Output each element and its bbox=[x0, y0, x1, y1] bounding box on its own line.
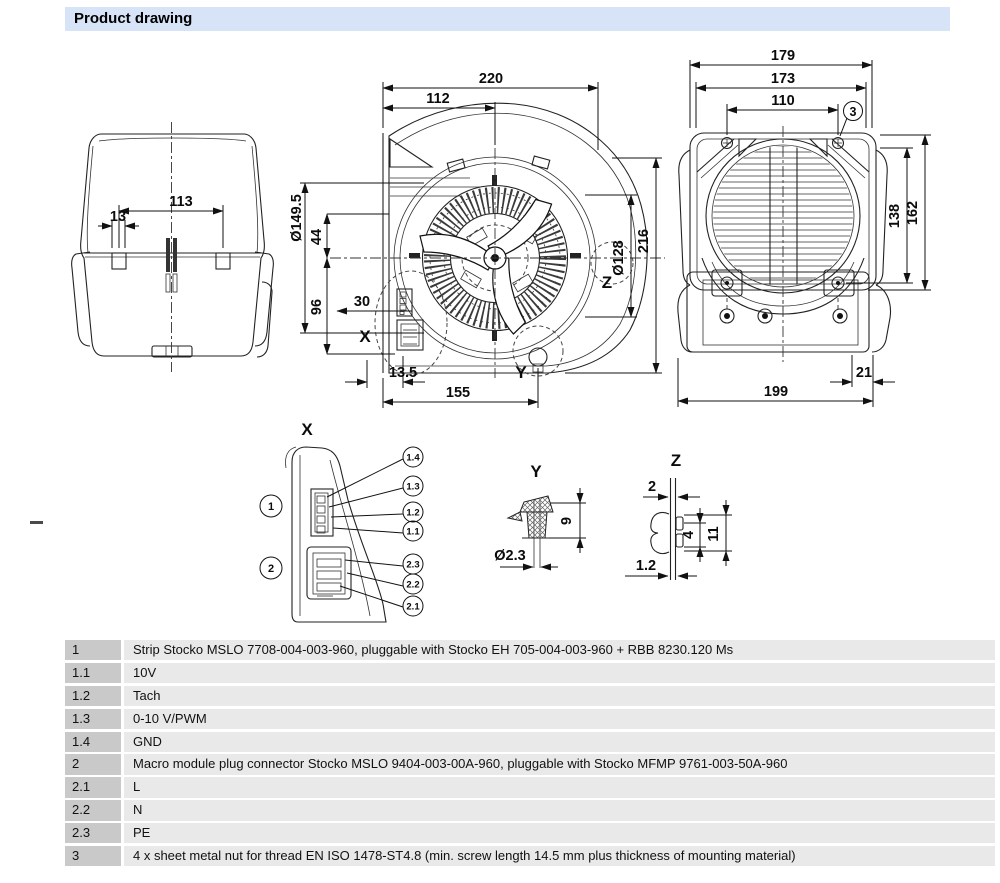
svg-text:1: 1 bbox=[267, 501, 275, 513]
pin-callout-1-2 bbox=[331, 502, 423, 522]
row-description: Macro module plug connector Stocko MSLO 9404-003-00A-960, pluggable with Stocko MFMP 9761-003-50A-960 bbox=[124, 754, 995, 774]
dim-13-5: 13.5 bbox=[388, 365, 418, 381]
dim-96: 96 bbox=[309, 298, 325, 316]
dim-9: 9 bbox=[559, 516, 575, 526]
svg-text:1.2: 1.2 bbox=[406, 507, 420, 519]
detail-x-label: X bbox=[301, 420, 313, 439]
row-number: 1.3 bbox=[65, 709, 121, 729]
row-description: PE bbox=[124, 823, 995, 843]
side-label-x: X bbox=[359, 327, 371, 346]
row-number: 2.2 bbox=[65, 800, 121, 820]
row-description: GND bbox=[124, 732, 995, 752]
row-description: 4 x sheet metal nut for thread EN ISO 1478-ST4.8 (min. screw length 14.5 mm plus thickness of mounting material) bbox=[124, 846, 995, 866]
dim-1-2: 1.2 bbox=[635, 558, 657, 574]
side-view-drawing bbox=[289, 71, 665, 408]
dim-dia-2-3: Ø2.3 bbox=[494, 548, 526, 564]
pin-callout-2-3 bbox=[345, 554, 423, 574]
mounting-screw-top-right bbox=[833, 138, 844, 149]
detail-y-label: Y bbox=[530, 462, 542, 481]
row-description: L bbox=[124, 777, 995, 797]
dim-173: 173 bbox=[770, 71, 796, 87]
side-label-z: Z bbox=[601, 273, 613, 292]
row-number: 2 bbox=[65, 754, 121, 774]
dim-138: 138 bbox=[887, 203, 903, 229]
row-number: 1 bbox=[65, 640, 121, 660]
row-description: 0-10 V/PWM bbox=[124, 709, 995, 729]
row-number: 2.3 bbox=[65, 823, 121, 843]
row-number: 1.2 bbox=[65, 686, 121, 706]
row-description: Tach bbox=[124, 686, 995, 706]
table-row bbox=[65, 823, 995, 843]
pin-callout-2-1 bbox=[340, 586, 423, 616]
svg-text:2.3: 2.3 bbox=[406, 559, 420, 571]
table-row bbox=[65, 640, 995, 660]
table-row bbox=[65, 686, 995, 706]
page-title: Product drawing bbox=[65, 7, 950, 31]
table-row bbox=[65, 709, 995, 729]
callout-3 bbox=[840, 102, 863, 137]
group-callout-1 bbox=[260, 495, 282, 517]
pin-callout-1-1 bbox=[333, 521, 423, 541]
rear-view-drawing bbox=[72, 122, 274, 372]
row-description: N bbox=[124, 800, 995, 820]
dim-179: 179 bbox=[770, 48, 796, 64]
dim-13: 13 bbox=[109, 209, 127, 225]
dim-220: 220 bbox=[478, 71, 504, 87]
row-number: 1.4 bbox=[65, 732, 121, 752]
detail-x-marker bbox=[375, 271, 447, 375]
front-view-drawing bbox=[678, 48, 931, 407]
table-row bbox=[65, 663, 995, 683]
table-row bbox=[65, 777, 995, 797]
row-description: 10V bbox=[124, 663, 995, 683]
dim-155: 155 bbox=[445, 385, 471, 401]
side-label-y: Y bbox=[515, 363, 527, 382]
dim-44: 44 bbox=[309, 228, 325, 246]
dim-2: 2 bbox=[647, 479, 657, 495]
svg-text:1.4: 1.4 bbox=[406, 452, 420, 464]
dim-199: 199 bbox=[763, 384, 789, 400]
dim-162: 162 bbox=[905, 200, 921, 226]
group-callout-2 bbox=[260, 557, 282, 579]
table-row bbox=[65, 732, 995, 752]
mounting-screw-top-left bbox=[722, 138, 733, 149]
dim-110: 110 bbox=[771, 93, 795, 109]
dim-112: 112 bbox=[426, 91, 450, 107]
detail-y-drawing bbox=[494, 462, 586, 568]
dim-30: 30 bbox=[353, 294, 371, 310]
dim-113: 113 bbox=[169, 194, 193, 210]
row-number: 1.1 bbox=[65, 663, 121, 683]
dim-216: 216 bbox=[636, 228, 652, 254]
detail-x-drawing bbox=[260, 420, 423, 622]
dim-21: 21 bbox=[855, 365, 873, 381]
detail-z-drawing bbox=[625, 451, 732, 580]
table-row bbox=[65, 754, 995, 774]
svg-text:3: 3 bbox=[849, 105, 857, 119]
svg-text:2.2: 2.2 bbox=[406, 579, 420, 591]
connector-legend-table bbox=[65, 640, 995, 869]
dim-dia-149-5: Ø149.5 bbox=[289, 194, 305, 242]
detail-z-label: Z bbox=[670, 451, 682, 470]
row-number: 3 bbox=[65, 846, 121, 866]
dim-11: 11 bbox=[706, 526, 722, 542]
technical-drawing-canvas bbox=[0, 36, 1000, 640]
svg-text:2: 2 bbox=[267, 563, 275, 575]
svg-text:1.1: 1.1 bbox=[406, 526, 420, 538]
pin-callout-2-2 bbox=[347, 573, 423, 594]
svg-text:1.3: 1.3 bbox=[406, 481, 420, 493]
row-description: Strip Stocko MSLO 7708-004-003-960, pluggable with Stocko EH 705-004-003-960 + RBB 8230.120 Ms bbox=[124, 640, 995, 660]
row-number: 2.1 bbox=[65, 777, 121, 797]
table-row bbox=[65, 846, 995, 866]
dim-dia-128: Ø128 bbox=[611, 240, 627, 276]
dim-4: 4 bbox=[681, 530, 697, 540]
table-row bbox=[65, 800, 995, 820]
svg-text:2.1: 2.1 bbox=[406, 601, 420, 613]
